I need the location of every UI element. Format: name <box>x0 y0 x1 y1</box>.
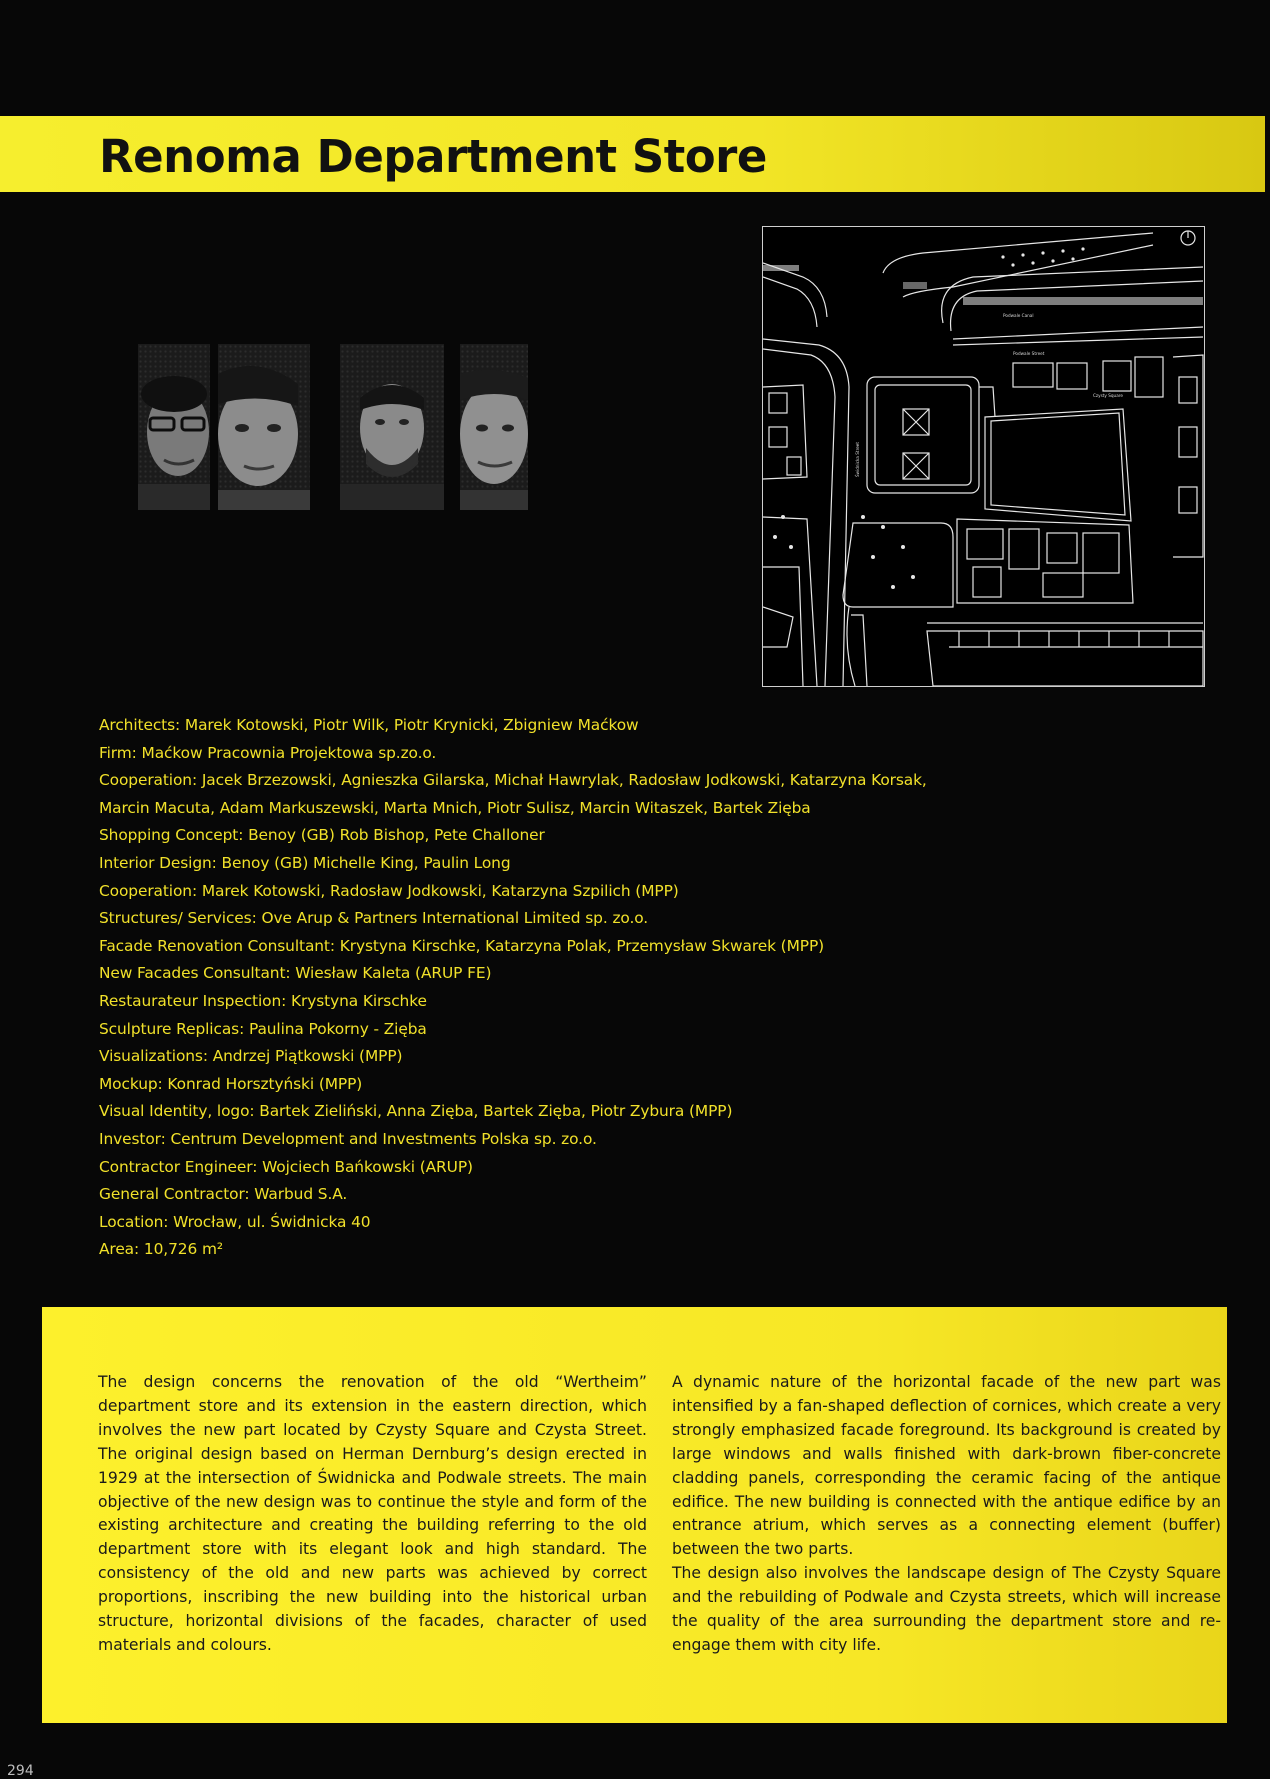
credit-line: Contractor Engineer: Wojciech Bańkowski (ARUP) <box>99 1157 473 1176</box>
portrait-4-photo <box>460 344 528 510</box>
portrait-1-photo <box>138 344 210 510</box>
credit-line: Investor: Centrum Development and Investments Polska sp. zo.o. <box>99 1129 597 1148</box>
description-paragraph: The design also involves the landscape design of The Czysty Square and the rebuilding of Podwale and Czysta streets, which will increase the quality of the area surrounding the department store and re-engage them with city life. <box>672 1564 1221 1654</box>
credit-line: Visual Identity, logo: Bartek Zieliński, Anna Zięba, Bartek Zięba, Piotr Zybura (MPP) <box>99 1102 733 1121</box>
plan-label-street-north: Podwale Street <box>1013 351 1045 356</box>
credit-line: General Contractor: Warbud S.A. <box>99 1185 348 1204</box>
plan-label-street-west: Świdnicka Street <box>855 442 860 477</box>
credit-line: Sculpture Replicas: Paulina Pokorny - Zięba <box>99 1019 427 1038</box>
credit-line: Area: 10,726 m² <box>99 1240 223 1259</box>
plan-label-square: Czysty Square <box>1093 393 1123 398</box>
description-left-column <box>98 1371 647 1658</box>
credit-line: Location: Wrocław, ul. Świdnicka 40 <box>99 1212 371 1231</box>
project-credits <box>99 712 1079 1264</box>
description-panel <box>42 1307 1227 1723</box>
description-paragraph: A dynamic nature of the horizontal facade of the new part was intensified by a fan-shaped deflection of cornices, which create a very strongly emphasized facade foreground. Its background is created by large windows and walls finished with dark-brown fiber-concrete cladding panels, corresponding the ceramic facing of the antique edifice. The new building is connected with the antique edifice by an entrance atrium, which serves as a connecting element (buffer) between the two parts. <box>672 1373 1221 1559</box>
plan-label-canal: Podwale Canal <box>1003 313 1034 318</box>
credit-line: Cooperation: Marek Kotowski, Radosław Jodkowski, Katarzyna Szpilich (MPP) <box>99 881 679 900</box>
credit-line: Visualizations: Andrzej Piątkowski (MPP) <box>99 1047 403 1066</box>
credit-line: Interior Design: Benoy (GB) Michelle King, Paulin Long <box>99 853 511 872</box>
page-title: Renoma Department Store <box>99 130 767 183</box>
title-bar <box>0 116 1265 192</box>
credit-line: Mockup: Konrad Horsztyński (MPP) <box>99 1074 363 1093</box>
portrait-2-photo <box>218 344 310 510</box>
site-plan <box>762 226 1205 687</box>
credit-line: Structures/ Services: Ove Arup & Partners International Limited sp. zo.o. <box>99 909 649 928</box>
credit-line: Architects: Marek Kotowski, Piotr Wilk, Piotr Krynicki, Zbigniew Maćkow <box>99 716 639 734</box>
credit-line: New Facades Consultant: Wiesław Kaleta (ARUP FE) <box>99 964 492 983</box>
credit-line: Firm: Maćkow Pracownia Projektowa sp.zo.o. <box>99 743 437 762</box>
credit-line: Marcin Macuta, Adam Markuszewski, Marta Mnich, Piotr Sulisz, Marcin Witaszek, Bartek Zięba <box>99 798 811 817</box>
page-number: 294 <box>7 1763 34 1779</box>
architect-portraits <box>98 344 574 510</box>
description-paragraph: The design concerns the renovation of the old “Wertheim” department store and its extension in the eastern direction, which involves the new part located by Czysty Square and Czysta Street. The original design based on Herman Dernburg’s design erected in 1929 at the intersection of Świdnicka and Podwale streets. The main objective of the new design was to continue the style and form of the existing architecture and creating the building referring to the old department store with its elegant look and high standard. The consistency of the old and new parts was achieved by correct proportions, inscribing the new building into the historical urban structure, horizontal divisions of the facades, character of used materials and colours. <box>98 1373 647 1654</box>
credit-line: Shopping Concept: Benoy (GB) Rob Bishop, Pete Challoner <box>99 826 545 845</box>
portrait-3-photo <box>340 344 444 510</box>
credit-line: Cooperation: Jacek Brzezowski, Agnieszka Gilarska, Michał Hawrylak, Radosław Jodkowski, Katarzyna Korsak, <box>99 771 927 790</box>
credit-line: Restaurateur Inspection: Krystyna Kirschke <box>99 991 427 1010</box>
description-right-column <box>672 1371 1221 1658</box>
credit-line: Facade Renovation Consultant: Krystyna Kirschke, Katarzyna Polak, Przemysław Skwarek (MPP) <box>99 936 825 955</box>
